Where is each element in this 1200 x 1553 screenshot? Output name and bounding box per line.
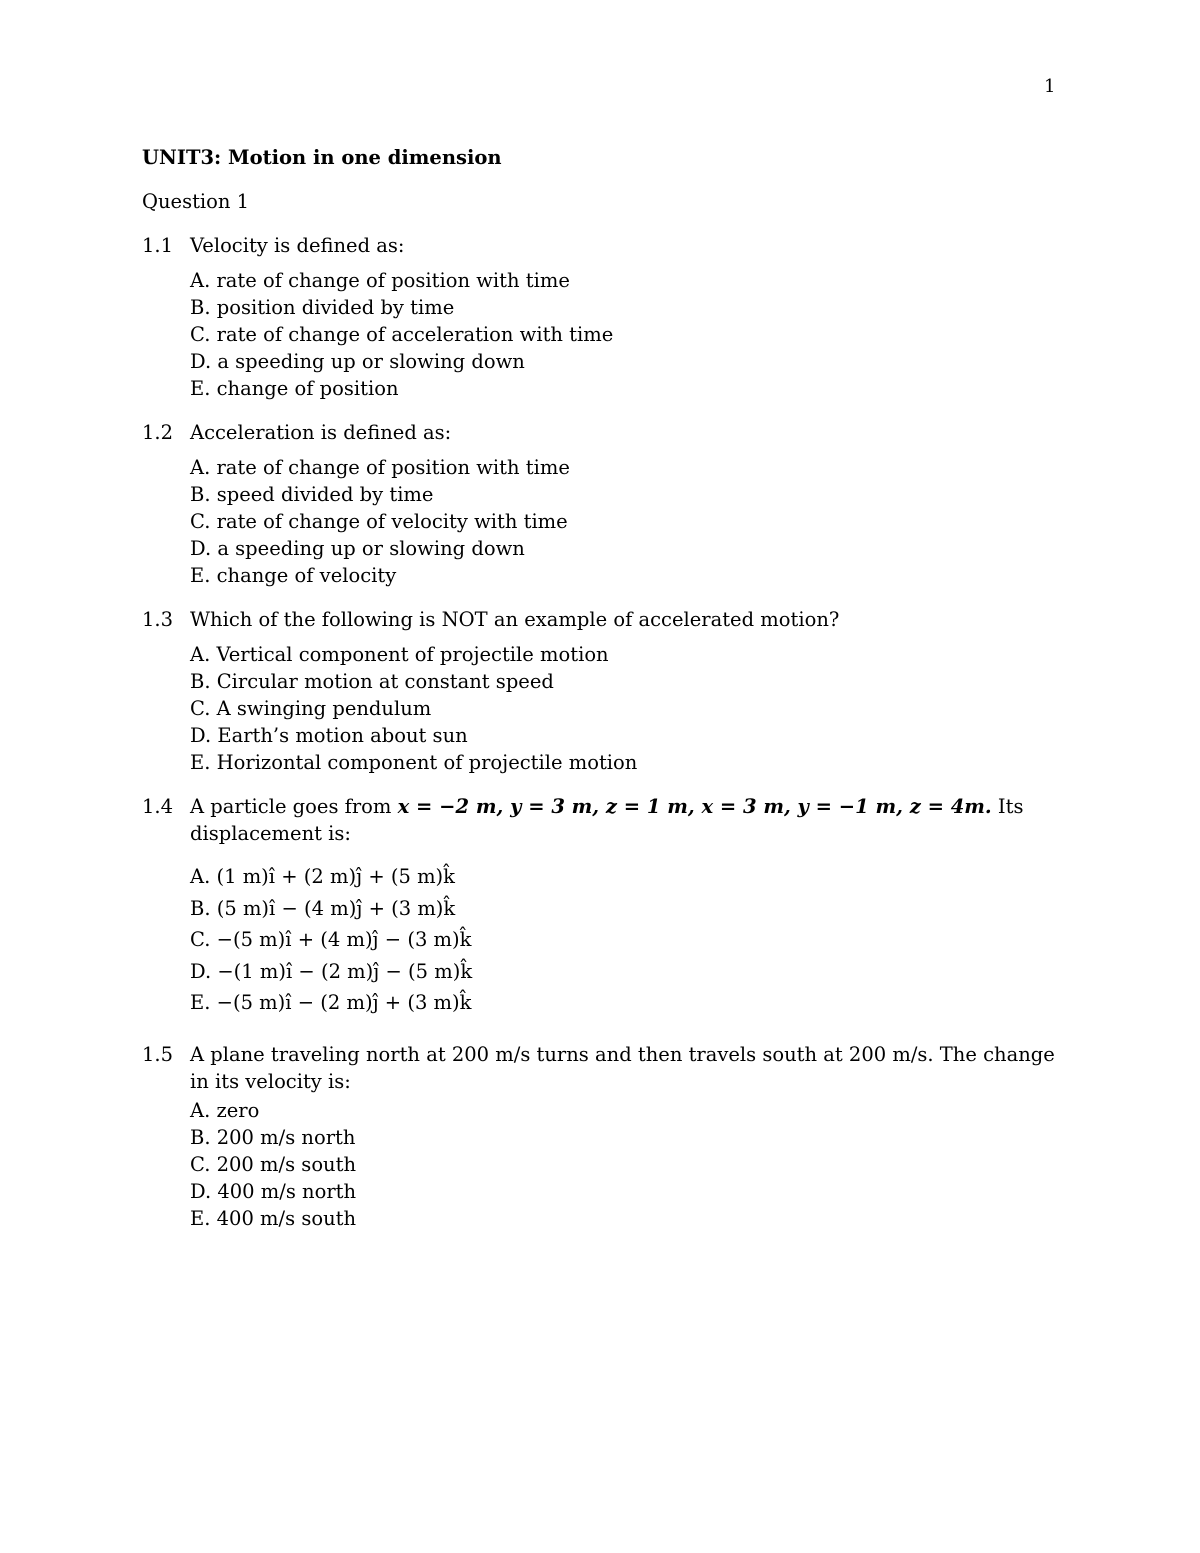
answer-option-e: E. change of velocity [190,564,397,587]
question-1-3 [142,606,1062,776]
answer-option-b: B. 200 m/s north [190,1125,356,1149]
answer-options [190,641,1062,776]
document-content [142,144,1062,1249]
question-number: 1.1 [142,234,174,257]
answer-option-d: D. Earth’s motion about sun [190,724,468,747]
answer-option-a: A. rate of change of position with time [190,456,570,479]
answer-option-b: B. (5 m)î − (4 m)ĵ + (3 m)k̂ [190,896,456,920]
answer-option-a: A. Vertical component of projectile motion [190,643,609,666]
answer-option-d: D. −(1 m)î − (2 m)ĵ − (5 m)k̂ [190,959,473,983]
answer-option-d: D. a speeding up or slowing down [190,537,525,560]
unit-title: UNIT3: Motion in one dimension [142,146,502,169]
coordinates-math: x = −2 m, y = 3 m, z = 1 m, x = 3 m, y = −1 m, z = 4m. [397,795,992,818]
question-number: 1.3 [142,608,174,631]
question-1-4 [142,793,1062,1019]
question-1-2 [142,419,1062,589]
answer-option-a: A. zero [190,1098,260,1122]
question-1-1 [142,232,1062,402]
question-text: A plane traveling north at 200 m/s turns and then travels south at 200 m/s. The change in its velocity is: [190,1042,1055,1093]
question-number: 1.5 [142,1042,174,1066]
question-text [190,793,1062,847]
answer-option-e: E. change of position [190,377,399,400]
answer-option-b: B. position divided by time [190,296,455,319]
answer-option-b: B. speed divided by time [190,483,434,506]
question-text: Which of the following is NOT an example of accelerated motion? [190,608,840,631]
question-number: 1.4 [142,795,174,818]
question-text: Acceleration is defined as: [190,421,452,444]
answer-option-c: C. A swinging pendulum [190,697,432,720]
section-label: Question 1 [142,190,250,213]
question-text: Velocity is defined as: [190,234,405,257]
answer-option-d: D. a speeding up or slowing down [190,350,525,373]
answer-option-d: D. 400 m/s north [190,1179,357,1203]
page-number: 1 [1044,76,1056,97]
answer-options [190,454,1062,589]
answer-option-e: E. 400 m/s south [190,1206,357,1230]
answer-options [190,861,1062,1019]
answer-options [190,1097,1062,1232]
answer-option-a: A. rate of change of position with time [190,269,570,292]
answer-options [190,267,1062,402]
answer-option-b: B. Circular motion at constant speed [190,670,554,693]
question-text-after: Its displacement is: [190,795,1024,845]
answer-option-c: C. 200 m/s south [190,1152,357,1176]
answer-option-e: E. −(5 m)î − (2 m)ĵ + (3 m)k̂ [190,991,472,1014]
answer-option-c: C. −(5 m)î + (4 m)ĵ − (3 m)k̂ [190,928,472,951]
answer-option-a: A. (1 m)î + (2 m)ĵ + (5 m)k̂ [190,865,455,888]
answer-option-c: C. rate of change of velocity with time [190,510,568,533]
question-number: 1.2 [142,421,174,444]
answer-option-e: E. Horizontal component of projectile motion [190,751,638,774]
question-1-5 [142,1041,1062,1232]
question-text-before: A particle goes from [190,795,398,818]
answer-option-c: C. rate of change of acceleration with time [190,323,614,346]
